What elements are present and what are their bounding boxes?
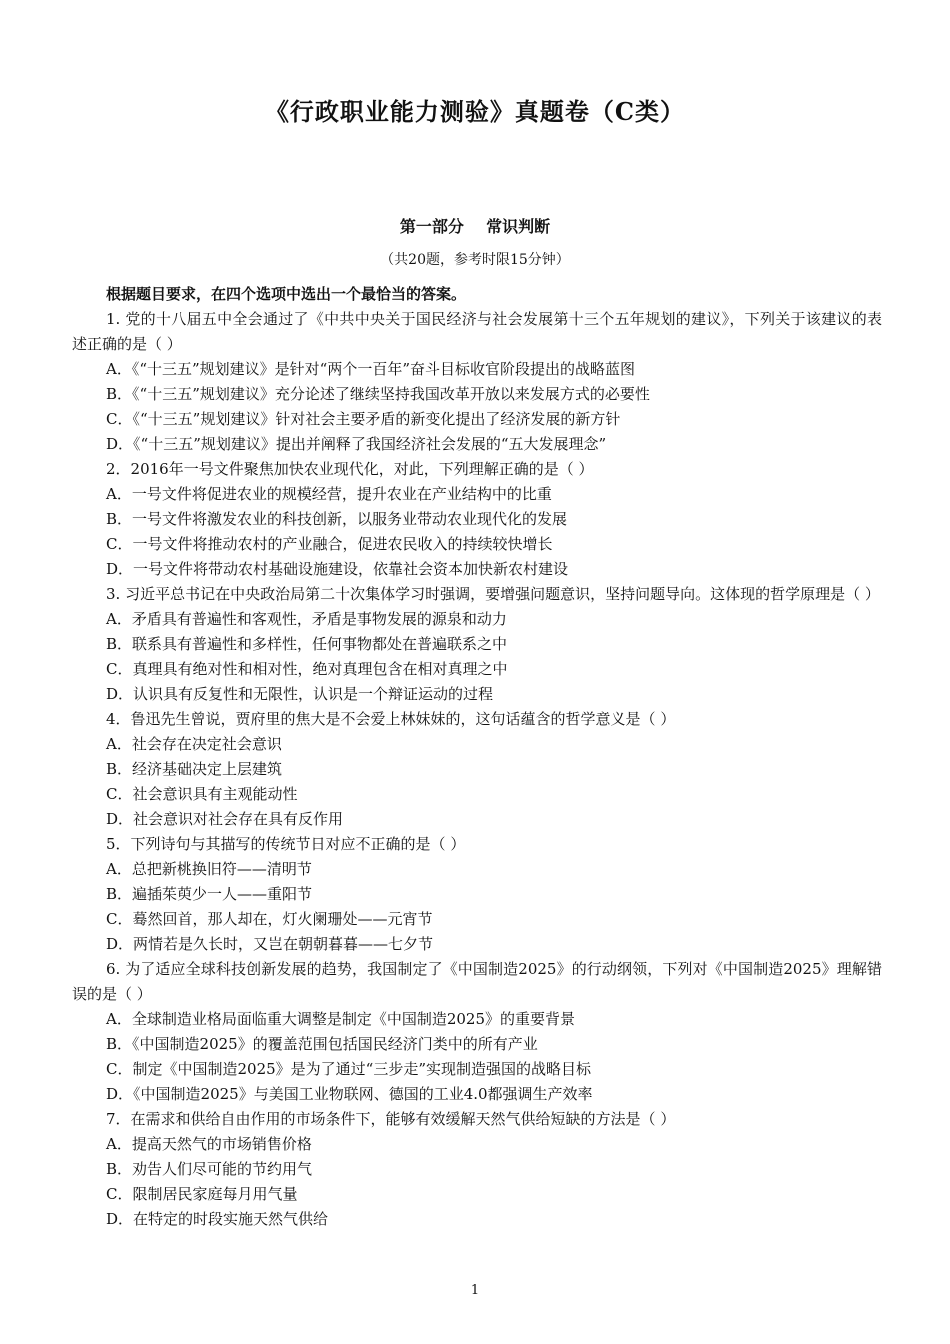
option-b: B．《“十三五”规划建议》充分论述了继续坚持我国改革开放以来发展方式的必要性 xyxy=(106,385,650,403)
option-b: B．一号文件将激发农业的科技创新，以服务业带动农业现代化的发展 xyxy=(106,510,568,528)
document-title: 《行政职业能力测验》真题卷（C类） xyxy=(264,97,686,126)
question-stem: 3. 习近平总书记在中央政治局第二十次集体学习时强调，要增强问题意识，坚持问题导向。这体现的哲学原理是（ ） xyxy=(106,585,880,603)
option-a: A．提高天然气的市场销售价格 xyxy=(106,1135,312,1153)
question-stem: 2．2016年一号文件聚焦加快农业现代化，对此，下列理解正确的是（ ） xyxy=(106,460,594,478)
option-b: B．联系具有普遍性和多样性，任何事物都处在普遍联系之中 xyxy=(106,635,508,653)
option-d: D．《中国制造2025》与美国工业物联网、德国的工业4.0都强调生产效率 xyxy=(106,1085,593,1103)
option-a: A．一号文件将促进农业的规模经营，提升农业在产业结构中的比重 xyxy=(106,485,552,503)
option-d: D．一号文件将带动农村基础设施建设，依靠社会资本加快新农村建设 xyxy=(106,560,569,578)
option-d: D．认识具有反复性和无限性，认识是一个辩证运动的过程 xyxy=(106,685,494,703)
question-3 xyxy=(72,582,882,707)
option-b: B．《中国制造2025》的覆盖范围包括国民经济门类中的所有产业 xyxy=(106,1035,538,1053)
option-d: D．两情若是久长时，又岂在朝朝暮暮——七夕节 xyxy=(106,935,434,953)
option-c: C．蓦然回首，那人却在，灯火阑珊处——元宵节 xyxy=(106,910,433,928)
option-c: C．制定《中国制造2025》是为了通过“三步走”实现制造强国的战略目标 xyxy=(106,1060,591,1078)
option-c: C．一号文件将推动农村的产业融合，促进农民收入的持续较快增长 xyxy=(106,535,553,553)
option-d: D．在特定的时段实施天然气供给 xyxy=(106,1210,329,1228)
option-b: B．遍插茱萸少一人——重阳节 xyxy=(106,885,313,903)
option-d: D．社会意识对社会存在具有反作用 xyxy=(106,810,344,828)
option-a: A．社会存在决定社会意识 xyxy=(106,735,282,753)
question-stem: 6. 为了适应全球科技创新发展的趋势，我国制定了《中国制造2025》的行动纲领，下列对《中国制造2025》理解错误的是（ ） xyxy=(72,960,882,1003)
question-list xyxy=(72,282,882,1232)
section-title: 第一部分 常识判断 xyxy=(399,217,551,236)
option-a: A．全球制造业格局面临重大调整是制定《中国制造2025》的重要背景 xyxy=(106,1010,576,1028)
question-4 xyxy=(72,707,882,832)
question-1 xyxy=(72,307,882,457)
option-a: A．《“十三五”规划建议》是针对“两个一百年”奋斗目标收官阶段提出的战略蓝图 xyxy=(106,360,636,378)
question-stem: 1. 党的十八届五中全会通过了《中共中央关于国民经济与社会发展第十三个五年规划的建议》，下列关于该建议的表述正确的是（ ） xyxy=(72,310,882,353)
option-a: A．总把新桃换旧符——清明节 xyxy=(106,860,312,878)
question-5 xyxy=(72,832,882,957)
question-6 xyxy=(72,957,882,1107)
question-stem: 4．鲁迅先生曾说，贾府里的焦大是不会爱上林妹妹的，这句话蕴含的哲学意义是（ ） xyxy=(106,710,676,728)
instruction-text: 根据题目要求，在四个选项中选出一个最恰当的答案。 xyxy=(106,285,467,303)
question-2 xyxy=(72,457,882,582)
page-number: 1 xyxy=(470,1283,480,1298)
option-c: C．真理具有绝对性和相对性，绝对真理包含在相对真理之中 xyxy=(106,660,508,678)
question-stem: 5．下列诗句与其描写的传统节日对应不正确的是（ ） xyxy=(106,835,466,853)
option-a: A．矛盾具有普遍性和客观性，矛盾是事物发展的源泉和动力 xyxy=(106,610,507,628)
section-note: （共20题，参考时限15分钟） xyxy=(380,252,570,268)
option-c: C．《“十三五”规划建议》针对社会主要矛盾的新变化提出了经济发展的新方针 xyxy=(106,410,621,428)
option-d: D．《“十三五”规划建议》提出并阐释了我国经济社会发展的“五大发展理念” xyxy=(106,435,607,453)
option-c: C．社会意识具有主观能动性 xyxy=(106,785,298,803)
question-7 xyxy=(72,1107,882,1232)
option-b: B．劝告人们尽可能的节约用气 xyxy=(106,1160,313,1178)
question-stem: 7．在需求和供给自由作用的市场条件下，能够有效缓解天然气供给短缺的方法是（ ） xyxy=(106,1110,676,1128)
option-b: B．经济基础决定上层建筑 xyxy=(106,760,283,778)
option-c: C．限制居民家庭每月用气量 xyxy=(106,1185,298,1203)
